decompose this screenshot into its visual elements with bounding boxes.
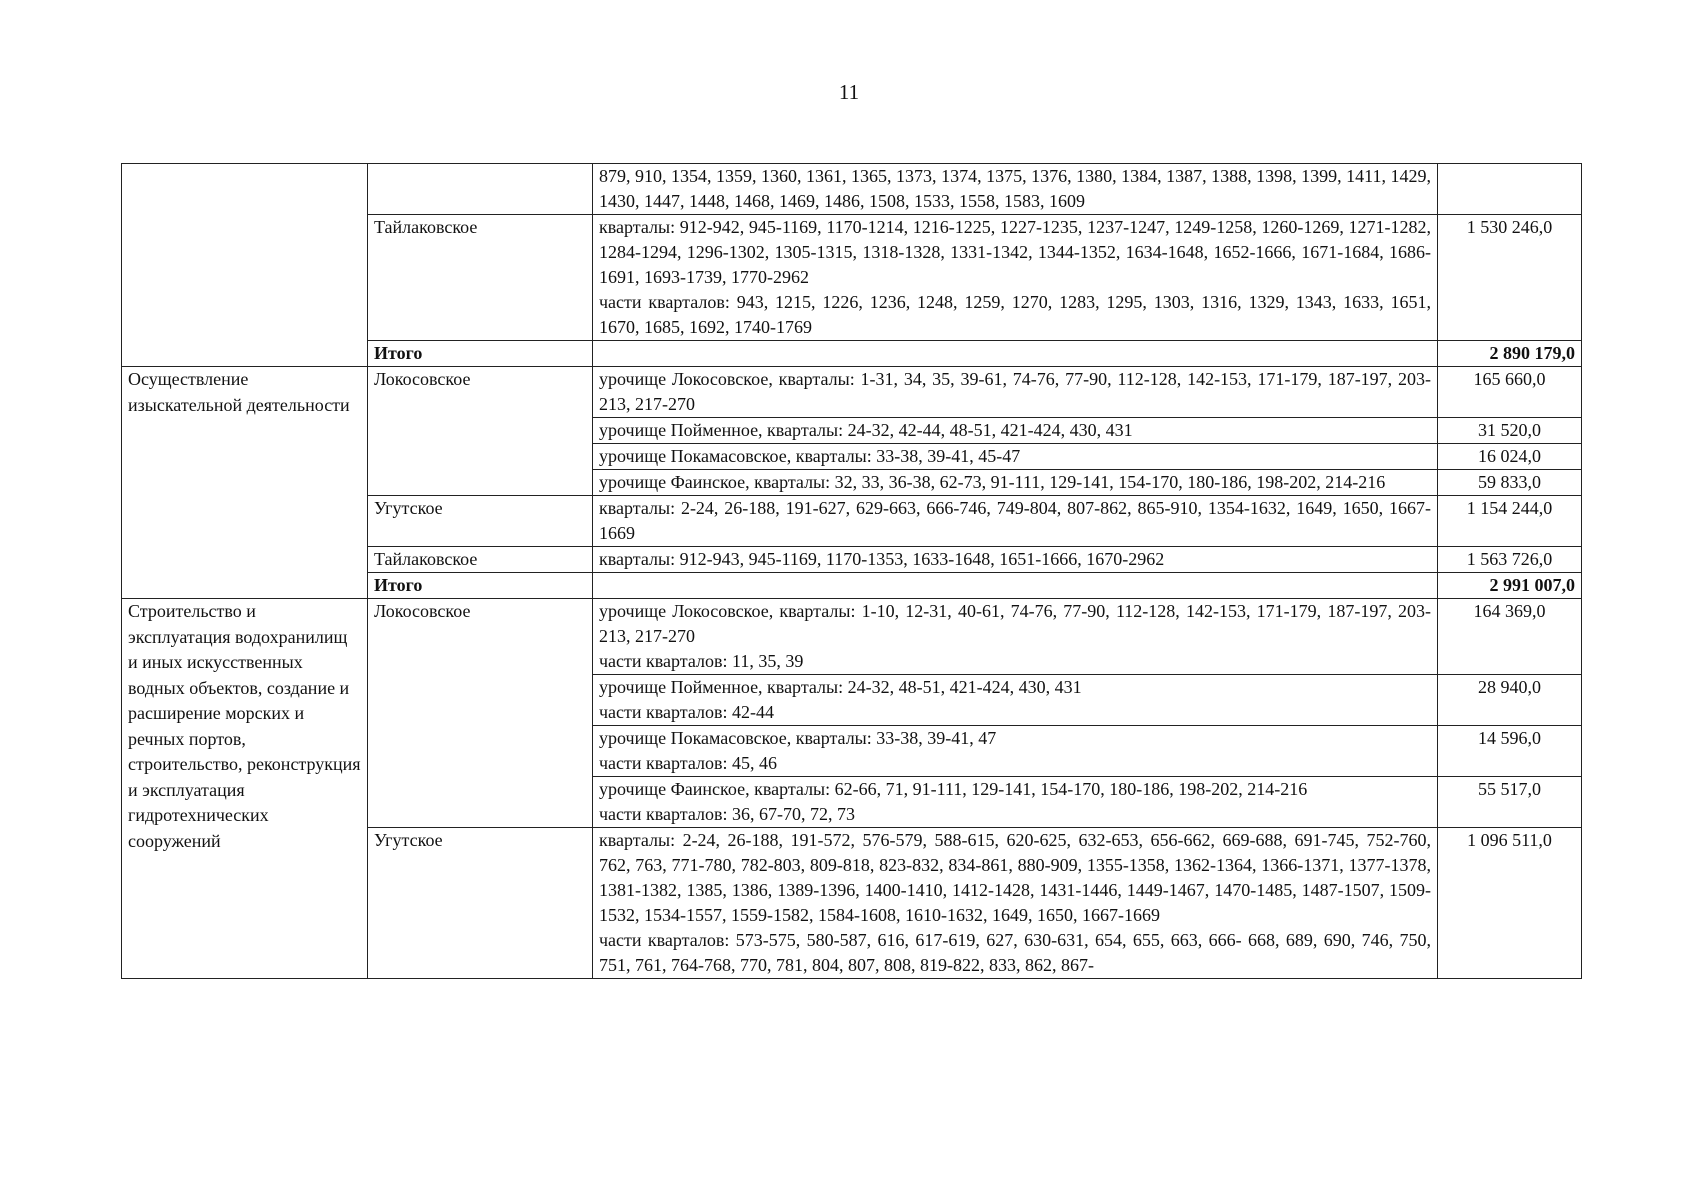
- district-cell: Тайлаковское: [368, 215, 593, 341]
- forest-quarters-table: [121, 163, 1582, 979]
- quarters-cell: кварталы: 912-942, 945-1169, 1170-1214, 1216-1225, 1227-1235, 1237-1247, 1249-1258, 1260-1269, 1271-1282, 1284-1294, 1296-1302, 1305-1315, 1318-1328, 1331-1342, 1344-1352, 1634-1648, 1652-1666, 1671-1684, 1686-1691, 1693-1739, 1770-2962 части кварталов: 943, 1215, 1226, 1236, 1248, 1259, 1270, 1283, 1295, 1303, 1316, 1329, 1343, 1633, 1651, 1670, 1685, 1692, 1740-1769: [593, 215, 1438, 341]
- quarters-cell: 879, 910, 1354, 1359, 1360, 1361, 1365, 1373, 1374, 1375, 1376, 1380, 1384, 1387, 1388, 1398, 1399, 1411, 1429, 1430, 1447, 1448, 1468, 1469, 1486, 1508, 1533, 1558, 1583, 1609: [593, 164, 1438, 215]
- purpose-cell: Строительство и эксплуатация водохранилищ и иных искусственных водных объектов, создание и расширение морских и речных портов, строительство, реконструкция и эксплуатация гидротехнических сооружений: [122, 599, 368, 979]
- district-cell: Локосовское: [368, 367, 593, 496]
- area-cell: [1438, 164, 1582, 215]
- quarters-cell: урочище Покамасовское, кварталы: 33-38, 39-41, 45-47: [593, 444, 1438, 470]
- purpose-cell: [122, 164, 368, 367]
- total-label: Итого: [368, 573, 593, 599]
- quarters-cell: урочище Покамасовское, кварталы: 33-38, 39-41, 47 части кварталов: 45, 46: [593, 726, 1438, 777]
- total-label: Итого: [368, 341, 593, 367]
- area-cell: 165 660,0: [1438, 367, 1582, 418]
- quarters-cell: урочище Фаинское, кварталы: 32, 33, 36-38, 62-73, 91-111, 129-141, 154-170, 180-186, 198-202, 214-216: [593, 470, 1438, 496]
- quarters-cell: кварталы: 912-943, 945-1169, 1170-1353, 1633-1648, 1651-1666, 1670-2962: [593, 547, 1438, 573]
- area-cell: 164 369,0: [1438, 599, 1582, 675]
- area-cell: 31 520,0: [1438, 418, 1582, 444]
- district-cell: Угутское: [368, 828, 593, 979]
- area-cell: 1 154 244,0: [1438, 496, 1582, 547]
- district-cell: [368, 164, 593, 215]
- table-row: [122, 367, 1582, 418]
- quarters-cell: урочище Локосовское, кварталы: 1-10, 12-31, 40-61, 74-76, 77-90, 112-128, 142-153, 171-179, 187-197, 203-213, 217-270 части кварталов: 11, 35, 39: [593, 599, 1438, 675]
- total-area: 2 890 179,0: [1438, 341, 1582, 367]
- area-cell: 55 517,0: [1438, 777, 1582, 828]
- quarters-cell: урочище Пойменное, кварталы: 24-32, 48-51, 421-424, 430, 431 части кварталов: 42-44: [593, 675, 1438, 726]
- purpose-cell: Осуществление изыскательной деятельности: [122, 367, 368, 599]
- area-cell: 1 530 246,0: [1438, 215, 1582, 341]
- table-row: [122, 599, 1582, 675]
- area-cell: 16 024,0: [1438, 444, 1582, 470]
- area-cell: 14 596,0: [1438, 726, 1582, 777]
- quarters-cell: урочище Фаинское, кварталы: 62-66, 71, 91-111, 129-141, 154-170, 180-186, 198-202, 214-216 части кварталов: 36, 67-70, 72, 73: [593, 777, 1438, 828]
- district-cell: Угутское: [368, 496, 593, 547]
- area-cell: 1 096 511,0: [1438, 828, 1582, 979]
- quarters-cell: [593, 573, 1438, 599]
- total-area: 2 991 007,0: [1438, 573, 1582, 599]
- quarters-cell: [593, 341, 1438, 367]
- district-cell: Тайлаковское: [368, 547, 593, 573]
- quarters-cell: кварталы: 2-24, 26-188, 191-627, 629-663, 666-746, 749-804, 807-862, 865-910, 1354-1632, 1649, 1650, 1667-1669: [593, 496, 1438, 547]
- table-row: [122, 164, 1582, 215]
- quarters-cell: урочище Пойменное, кварталы: 24-32, 42-44, 48-51, 421-424, 430, 431: [593, 418, 1438, 444]
- quarters-cell: урочище Локосовское, кварталы: 1-31, 34, 35, 39-61, 74-76, 77-90, 112-128, 142-153, 171-179, 187-197, 203-213, 217-270: [593, 367, 1438, 418]
- area-cell: 28 940,0: [1438, 675, 1582, 726]
- area-cell: 1 563 726,0: [1438, 547, 1582, 573]
- area-cell: 59 833,0: [1438, 470, 1582, 496]
- page-number: 11: [838, 80, 860, 104]
- district-cell: Локосовское: [368, 599, 593, 828]
- quarters-cell: кварталы: 2-24, 26-188, 191-572, 576-579, 588-615, 620-625, 632-653, 656-662, 669-688, 691-745, 752-760, 762, 763, 771-780, 782-803, 809-818, 823-832, 834-861, 880-909, 1355-1358, 1362-1364, 1366-1371, 1377-1378, 1381-1382, 1385, 1386, 1389-1396, 1400-1410, 1412-1428, 1431-1446, 1449-1467, 1470-1485, 1487-1507, 1509-1532, 1534-1557, 1559-1582, 1584-1608, 1610-1632, 1649, 1650, 1667-1669 части кварталов: 573-575, 580-587, 616, 617-619, 627, 630-631, 654, 655, 663, 666- 668, 689, 690, 746, 750, 751, 761, 764-768, 770, 781, 804, 807, 808, 819-822, 833, 862, 867-: [593, 828, 1438, 979]
